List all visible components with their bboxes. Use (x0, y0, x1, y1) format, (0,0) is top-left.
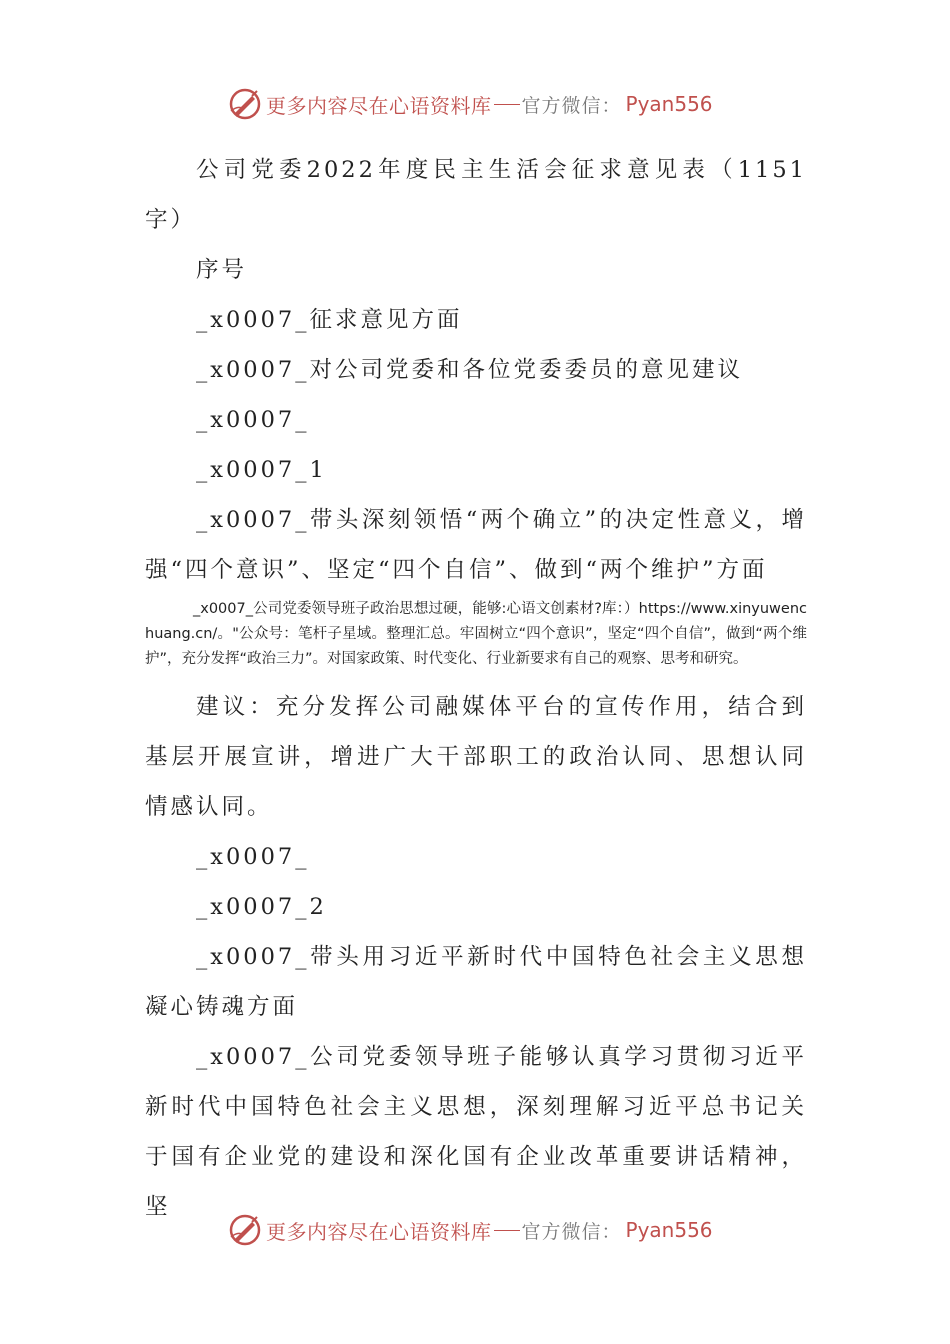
banner-dash (494, 1230, 520, 1231)
paragraph: _x0007_公司党委领导班子能够认真学习贯彻习近平新时代中国特色社会主义思想，深刻理解习近平总书记关于国有企业党的建设和深化国有企业改革重要讲话精神，坚 (145, 1044, 807, 1220)
pen-logo-icon (228, 1213, 262, 1247)
banner-official-label: 官方微信： (521, 94, 622, 117)
pen-logo-icon (228, 87, 262, 121)
banner-text: 更多内容尽在心语资料库 (266, 93, 492, 118)
banner-dash (494, 104, 520, 105)
paragraph: 建议：充分发挥公司融媒体平台的宣传作用，结合到基层开展宣讲，增进广大干部职工的政治认同、思想认同情感认同。 (145, 694, 807, 820)
header-banner (228, 84, 713, 124)
banner-text: 更多内容尽在心语资料库 (266, 1219, 492, 1244)
document-title: 公司党委2022年度民主生活会征求意见表（1151字） (145, 157, 807, 233)
banner-wechat-id: Pyan556 (625, 1218, 713, 1242)
footer-banner (228, 1210, 713, 1250)
paragraph: _x0007_ (196, 844, 310, 870)
document-body (145, 145, 807, 1232)
paragraph: _x0007_2 (196, 894, 327, 920)
paragraph: _x0007_ (196, 407, 310, 433)
paragraph: _x0007_征求意见方面 (196, 307, 463, 333)
paragraph: _x0007_1 (196, 457, 327, 483)
paragraph: _x0007_带头用习近平新时代中国特色社会主义思想凝心铸魂方面 (145, 944, 807, 1020)
paragraph: _x0007_对公司党委和各位党委委员的意见建议 (196, 357, 743, 383)
paragraph: 序号 (196, 257, 248, 283)
banner-wechat-id: Pyan556 (625, 92, 713, 116)
banner-official-label: 官方微信： (521, 1220, 622, 1243)
paragraph: _x0007_带头深刻领悟“两个确立”的决定性意义，增强“四个意识”、坚定“四个自信”、做到“两个维护”方面 (145, 507, 807, 583)
paragraph-small: _x0007_公司党委领导班子政治思想过硬，能够:心语文创素材?库：）https://www.xinyuwenchuang.cn/。"公众号：笔杆子星域。整理汇总。牢固树立“四个意识”，坚定“四个自信”，做到“两个维护”，充分发挥“政治三力”。对国家政策、时代变化、行业新要求有自己的观察、思考和研究。 (145, 601, 807, 667)
